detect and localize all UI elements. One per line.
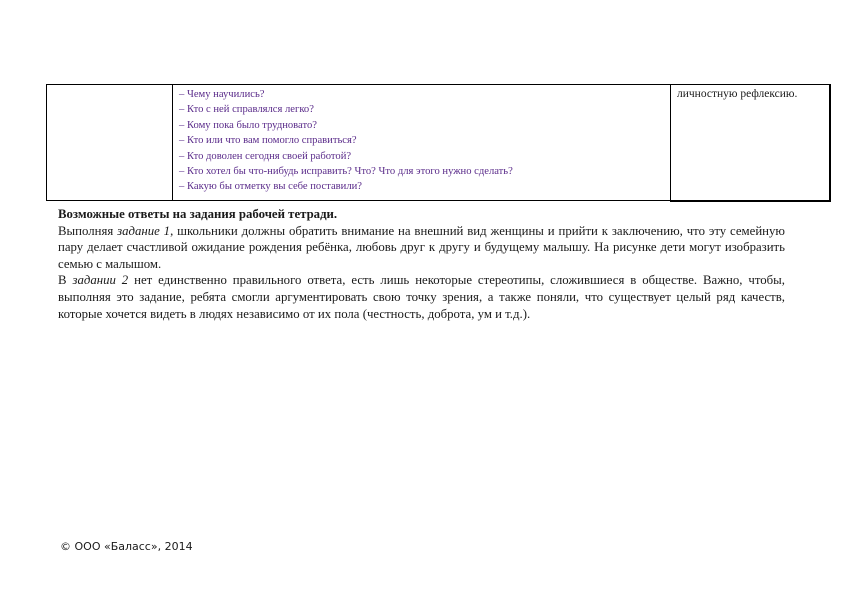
p2-text-end: нет единственно правильного ответа, есть лишь некоторые стереотипы, сложившиеся в обществе. Важно, чтобы, выполняя это задание, ребята смогли аргументировать свою точку зрения, а также поняли, что существует целый ряд качеств, которые хочется видеть в людях независимо от их пола (честность, доброта, ум и т.д.). bbox=[58, 273, 785, 321]
reflection-questions bbox=[173, 85, 670, 195]
question-item: – Кто доволен сегодня своей работой? bbox=[179, 150, 352, 162]
p1-text-end: , школьники должны обратить внимание на внешний вид женщины и прийти к заключению, что эту семейную пару делает счастливой ожидание рождения ребёнка, любовь друг к другу и будущему малышу. На рисунке дети могут изобразить семью с малышом. bbox=[58, 223, 785, 271]
question-item: – Кому пока было трудновато? bbox=[179, 119, 317, 131]
answers-section bbox=[58, 206, 785, 322]
copyright-footer: © ООО «Баласс», 2014 bbox=[60, 540, 193, 553]
question-item: – Кто или что вам помогло справиться? bbox=[179, 135, 357, 147]
p2-text-start: В bbox=[58, 273, 73, 288]
reflexion-text: личностную рефлексию. bbox=[677, 88, 798, 100]
task-1-ref: задание 1 bbox=[117, 223, 171, 238]
question-item: – Чему научились? bbox=[179, 89, 265, 100]
reflexion-cell bbox=[671, 85, 831, 201]
question-item: – Кто с ней справлялся легко? bbox=[179, 104, 314, 116]
table-row bbox=[47, 85, 831, 201]
task-2-ref: задании 2 bbox=[72, 273, 129, 288]
lesson-table bbox=[46, 84, 831, 202]
answers-heading: Возможные ответы на задания рабочей тетради. bbox=[58, 207, 338, 221]
answer-paragraph-1 bbox=[58, 223, 785, 273]
question-item: – Кто хотел бы что-нибудь исправить? Что? Что для этого нужно сделать? bbox=[179, 166, 513, 178]
question-item: – Какую бы отметку вы себе поставили? bbox=[179, 181, 362, 193]
questions-cell bbox=[173, 85, 671, 201]
answer-paragraph-2 bbox=[58, 272, 785, 322]
empty-cell bbox=[47, 85, 173, 201]
p1-text-start: Выполняя bbox=[58, 223, 118, 238]
